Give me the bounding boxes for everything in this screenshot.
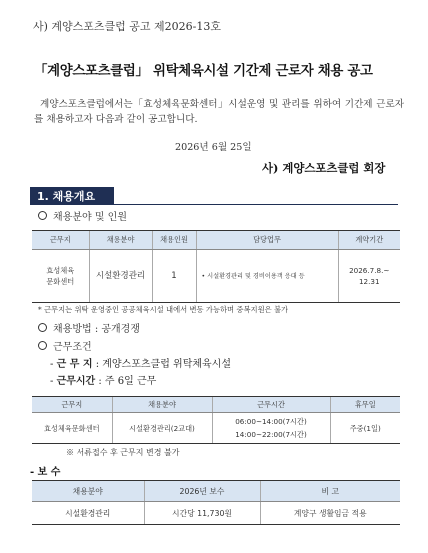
notice-number: 사) 계양스포츠클럽 공고 제2026-13호: [33, 20, 222, 33]
table-row: [32, 413, 400, 444]
table-header-cell: 채용분야: [112, 397, 212, 413]
cell-holiday: 주중(1일): [330, 413, 400, 444]
cond-hours-label: 근무시간: [56, 376, 96, 387]
method-text: 채용방법 : 공개경쟁: [53, 324, 141, 335]
table-header-cell: 담당업무: [196, 231, 338, 250]
schedule-table: [32, 396, 400, 444]
conditions-line: [38, 338, 92, 353]
cell-pay: 시간당 11,730원: [144, 502, 260, 525]
workplace-note: * 근무지는 위탁 운영중인 공공체육시설 내에서 변동 가능하며 중복지원은 불가: [38, 305, 289, 314]
table-header-row: [32, 231, 400, 250]
notice-date: 2026년 6월 25일: [175, 142, 252, 153]
cell-time: 06:00~14:00(7시간) 14:00~22:00(7시간): [212, 413, 330, 444]
cell-field: 시설환경관리: [89, 250, 152, 303]
cell-period: 2026.7.8.~ 12.31: [338, 250, 400, 303]
title-club: 「계양스포츠클럽」: [34, 64, 149, 79]
cell-field: 시설환경관리: [32, 502, 144, 525]
cell-remark: 계양구 생활임금 적용: [260, 502, 400, 525]
sender: 사) 계양스포츠클럽 회장: [262, 161, 386, 175]
table-row: [32, 250, 400, 303]
field-heading-text: 채용분야 및 인원: [53, 212, 127, 223]
intro-paragraph: 계양스포츠클럽에서는「효성체육문화센터」시설운영 및 관리를 위하여 기간제 근로자를 채용하고자 다음과 같이 공고합니다.: [34, 99, 404, 125]
cond-hours: - 근무시간 : 주 6일 근무: [50, 376, 157, 387]
pay-table: [32, 480, 400, 525]
table-header-cell: 근무지: [32, 231, 89, 250]
table-header-cell: 채용분야: [89, 231, 152, 250]
table-header-cell: 2026년 보수: [144, 481, 260, 502]
circle-bullet-icon: [38, 323, 47, 332]
cond-workplace-value: : 계양스포츠클럽 위탁체육시설: [92, 359, 232, 370]
table-header-cell: 근무시간: [212, 397, 330, 413]
conditions-text: 근무조건: [53, 342, 92, 353]
recruitment-table: [32, 230, 400, 303]
pay-heading: - 보 수: [30, 467, 61, 478]
circle-bullet-icon: [38, 211, 47, 220]
cond-workplace-label: 근 무 지: [56, 359, 93, 370]
section-heading-overview: [30, 187, 398, 205]
cell-count: 1: [152, 250, 196, 303]
table-header-row: [32, 397, 400, 413]
method-line: [38, 320, 140, 335]
cell-workplace: 효성체육 문화센터: [32, 250, 89, 303]
cell-field: 시설환경관리(2교대): [112, 413, 212, 444]
cell-duty: • 시설환경관리 및 경비이용객 응대 등: [196, 250, 338, 303]
section-heading-text: 1. 채용개요: [37, 190, 96, 203]
cond-hours-value: : 주 6일 근무: [95, 376, 157, 387]
field-heading: [38, 208, 127, 223]
table-header-cell: 근무지: [32, 397, 112, 413]
table-header-cell: 휴무일: [330, 397, 400, 413]
table-header-cell: 채용인원: [152, 231, 196, 250]
cell-workplace: 효성체육문화센터: [32, 413, 112, 444]
table-header-cell: 채용분야: [32, 481, 144, 502]
table-header-row: [32, 481, 400, 502]
table-row: [32, 502, 400, 525]
title-rest: 위탁체육시설 기간제 근로자 채용 공고: [148, 64, 373, 79]
change-note: ※ 서류접수 후 근무지 변경 불가: [66, 448, 180, 457]
table-header-cell: 계약기간: [338, 231, 400, 250]
circle-bullet-icon: [38, 341, 47, 350]
page-title: [34, 60, 373, 79]
cond-workplace: - 근 무 지 : 계양스포츠클럽 위탁체육시설: [50, 359, 232, 370]
table-header-cell: 비 고: [260, 481, 400, 502]
